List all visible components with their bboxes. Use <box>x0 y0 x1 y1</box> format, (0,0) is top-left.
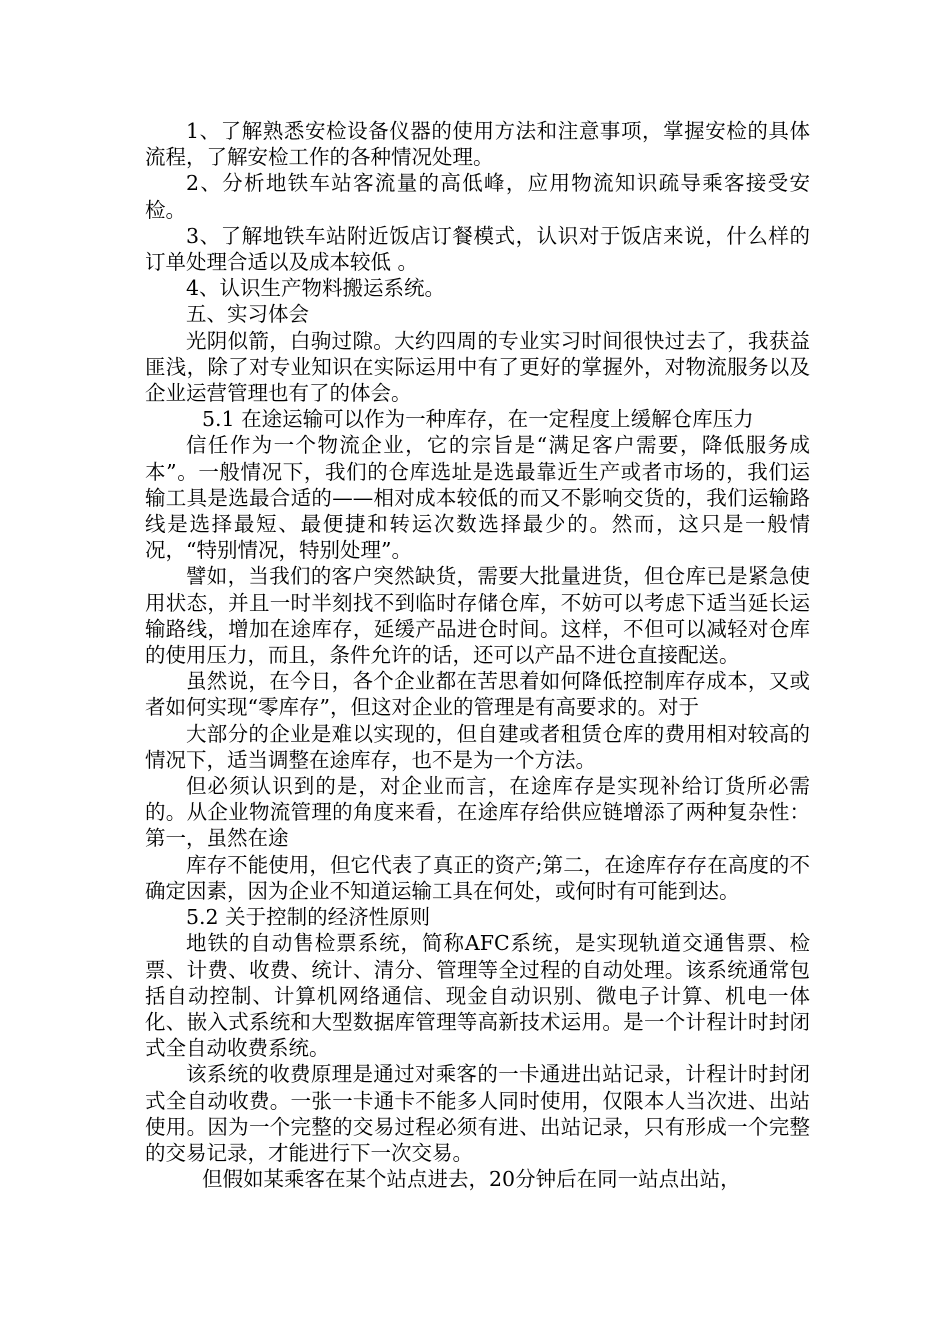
section-heading-5: 五、实习体会 <box>186 302 309 327</box>
list-item-1: 1、了解熟悉安检设备仪器的使用方法和注意事项，掌握安检的具体流程，了解安检工作的各种情况处理。 <box>145 119 810 170</box>
body-paragraph: 但假如某乘客在某个站点进去，20分钟后在同一站点出站， <box>202 1167 741 1192</box>
body-paragraph: 大部分的企业是难以实现的，但自建或者租赁仓库的费用相对较高的情况下，适当调整在途库存，也不是为一个方法。 <box>145 721 810 772</box>
list-item-4: 4、认识生产物料搬运系统。 <box>186 276 446 301</box>
body-paragraph: 但必须认识到的是，对企业而言，在途库存是实现补给订货所必需的。从企业物流管理的角度来看，在途库存给供应链增添了两种复杂性：第一，虽然在途 <box>145 774 810 851</box>
body-paragraph: 该系统的收费原理是通过对乘客的一卡通进出站记录，计程计时封闭式全自动收费。一张一卡通卡不能多人同时使用，仅限本人当次进、出站使用。因为一个完整的交易过程必须有进、出站记录，只有形成一个完整的交易记录，才能进行下一次交易。 <box>145 1062 810 1165</box>
list-item-2: 2、分析地铁车站客流量的高低峰，应用物流知识疏导乘客接受安检。 <box>145 171 810 222</box>
document-page <box>145 118 810 1192</box>
body-paragraph: 虽然说，在今日，各个企业都在苦思着如何降低控制库存成本，又或者如何实现“零库存”，但这对企业的管理是有高要求的。对于 <box>145 669 810 720</box>
body-paragraph: 光阴似箭，白驹过隙。大约四周的专业实习时间很快过去了，我获益匪浅，除了对专业知识在实际运用中有了更好的掌握外，对物流服务以及企业运营管理也有了的体会。 <box>145 328 810 406</box>
body-paragraph: 库存不能使用，但它代表了真正的资产;第二，在途库存存在高度的不确定因素，因为企业不知道运输工具在何处，或何时有可能到达。 <box>145 852 810 903</box>
list-item-3: 3、了解地铁车站附近饭店订餐模式，认识对于饭店来说，什么样的订单处理合适以及成本较低 。 <box>145 223 810 275</box>
body-paragraph: 譬如，当我们的客户突然缺货，需要大批量进货，但仓库已是紧急使用状态，并且一时半刻找不到临时存储仓库，不妨可以考虑下适当延长运输路线，增加在途库存，延缓产品进仓时间。这样，不但可以减轻对仓库的使用压力，而且，条件允许的话，还可以产品不进仓直接配送。 <box>145 564 810 668</box>
subsection-heading-5-1: 5.1 在途运输可以作为一种库存，在一定程度上缓解仓库压力 <box>202 407 754 432</box>
body-paragraph: 地铁的自动售检票系统，简称AFC系统，是实现轨道交通售票、检票、计费、收费、统计、清分、管理等全过程的自动处理。该系统通常包括自动控制、计算机网络通信、现金自动识别、微电子计算、机电一体化、嵌入式系统和大型数据库管理等高新技术运用。是一个计程计时封闭式全自动收费系统。 <box>145 931 810 1061</box>
body-paragraph: 信任作为一个物流企业，它的宗旨是“满足客户需要，降低服务成本”。一般情况下，我们的仓库选址是选最靠近生产或者市场的，我们运输工具是选最合适的——相对成本较低的而又不影响交货的，我们运输路线是选择最短、最便捷和转运次数选择最少的。然而，这只是一般情况，“特别情况，特别处理”。 <box>145 433 810 563</box>
subsection-heading-5-2: 5.2 关于控制的经济性原则 <box>186 905 431 930</box>
